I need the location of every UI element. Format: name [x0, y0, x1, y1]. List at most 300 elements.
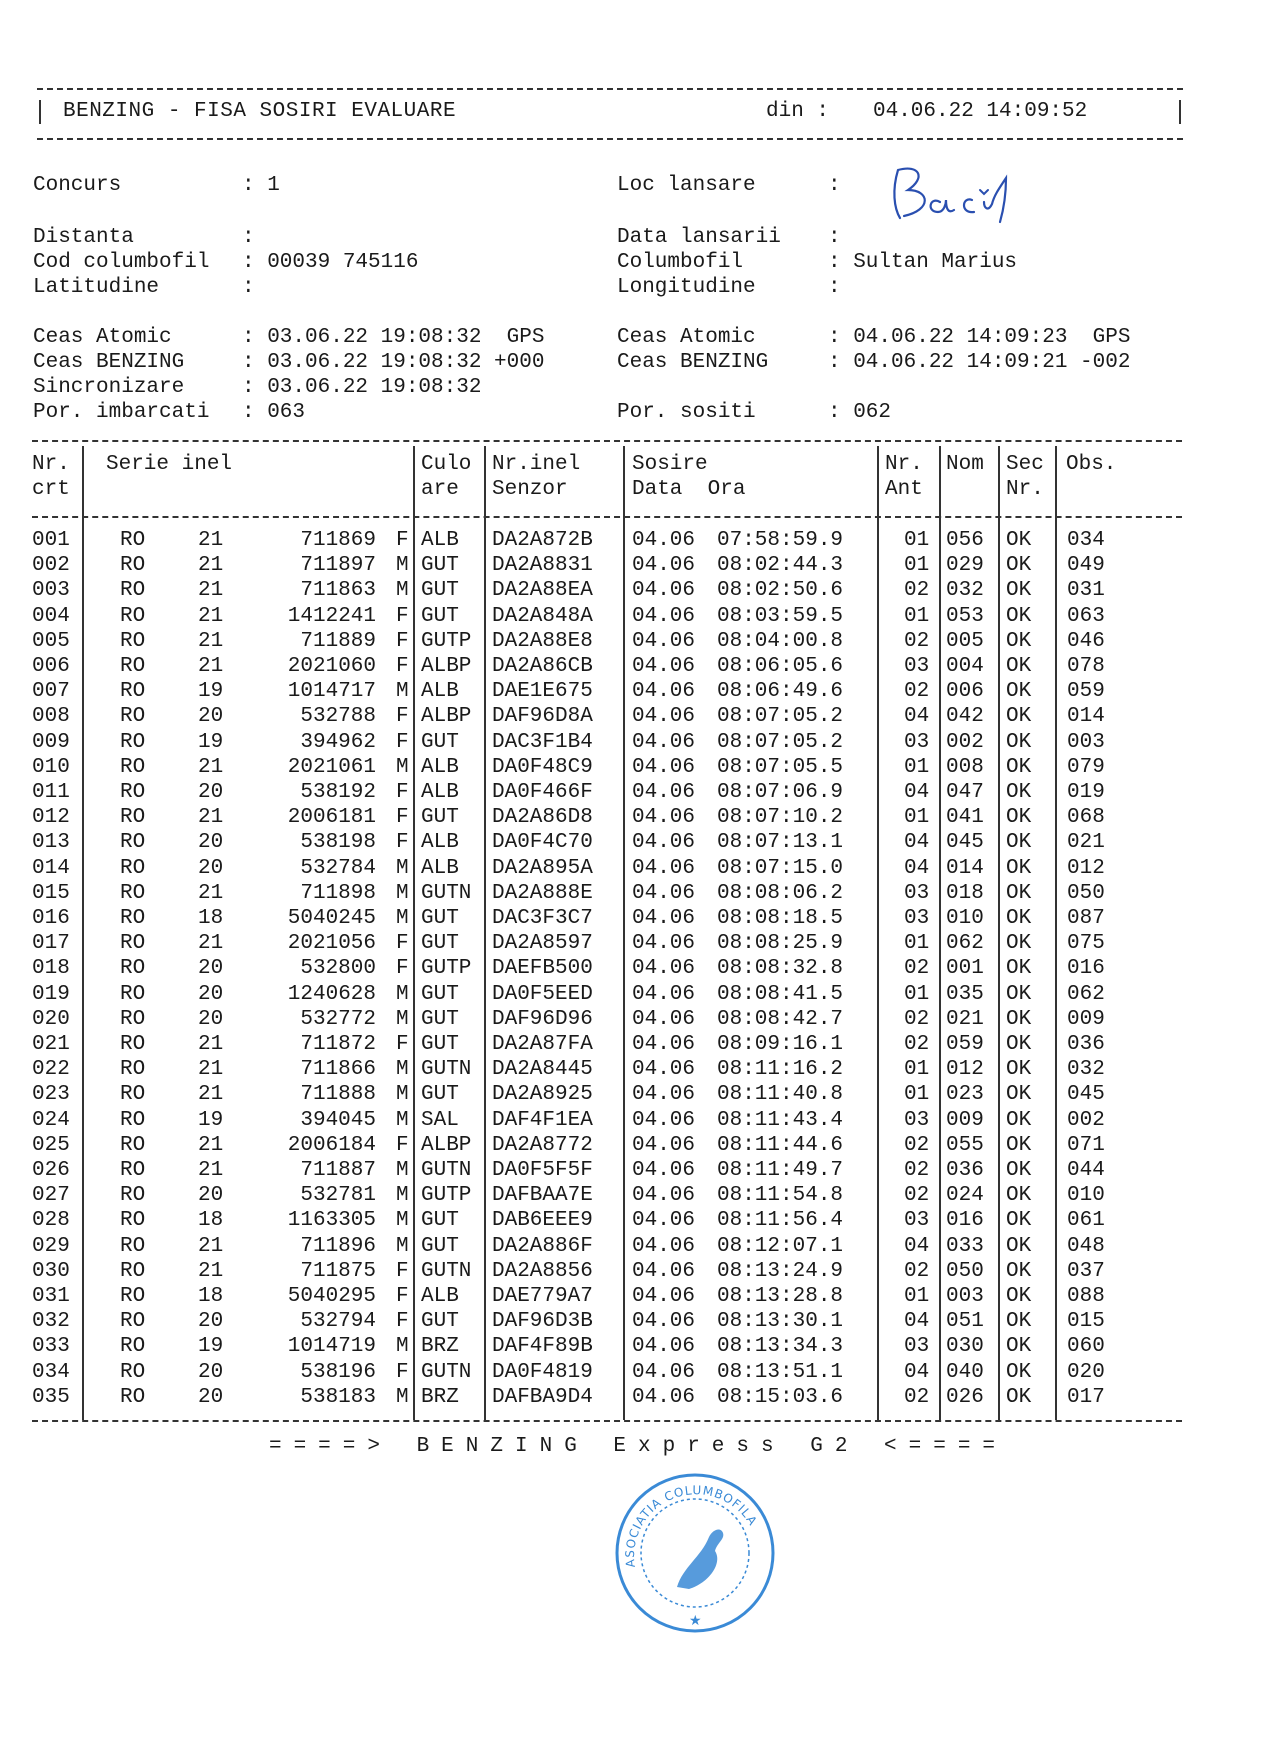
cell-year: 19: [198, 1108, 224, 1132]
cell-year: 21: [198, 1083, 224, 1107]
info-left-label: Cod columbofil: [33, 251, 210, 274]
cell-sensor: DA2A86D8: [492, 806, 593, 830]
cell-year: 21: [198, 1259, 224, 1283]
cell-date: 04.06: [632, 554, 696, 578]
cell-nrant: 01: [904, 755, 930, 779]
cell-sex: M: [396, 1058, 409, 1082]
cell-nr: 026: [32, 1159, 70, 1182]
cell-sex: M: [396, 755, 409, 779]
cell-sec: OK: [1006, 781, 1032, 804]
table-row: [32, 654, 1182, 679]
cell-ring: 2021061: [287, 755, 376, 779]
cell-date: 04.06: [632, 604, 696, 628]
cell-sensor: DA2A872B: [492, 529, 593, 552]
cell-nr: 012: [32, 806, 70, 830]
cell-sex: M: [396, 1159, 409, 1182]
cell-year: 19: [198, 680, 224, 704]
cell-nom: 036: [946, 1159, 984, 1182]
table-row: [32, 856, 1182, 881]
cell-date: 04.06: [632, 1209, 696, 1233]
table-row: [32, 1259, 1182, 1284]
cell-obs: 059: [1067, 680, 1105, 704]
table-bottom-rule: [32, 1420, 1182, 1422]
cell-sec: OK: [1006, 881, 1032, 905]
cell-year: 21: [198, 806, 224, 830]
cell-sensor: DA2A8445: [492, 1058, 593, 1082]
info-right-label: Ceas BENZING: [617, 351, 769, 374]
cell-nrant: 02: [904, 1033, 930, 1056]
cell-color: GUTN: [421, 881, 472, 905]
cell-nom: 005: [946, 629, 984, 653]
cell-obs: 087: [1067, 907, 1105, 930]
info-left-label: Latitudine: [33, 276, 160, 299]
cell-nom: 023: [946, 1083, 984, 1107]
cell-date: 04.06: [632, 1033, 696, 1056]
cell-obs: 068: [1067, 806, 1105, 830]
cell-nrant: 01: [904, 1083, 930, 1107]
cell-date: 04.06: [632, 1335, 696, 1359]
cell-time: 08:07:05.2: [717, 705, 844, 729]
cell-sec: OK: [1006, 1209, 1032, 1233]
cell-sec: OK: [1006, 1033, 1032, 1056]
cell-sensor: DA0F5EED: [492, 982, 593, 1006]
cell-date: 04.06: [632, 1310, 696, 1334]
col-nrinel-header: Nr.inel: [492, 453, 581, 476]
cell-time: 08:13:24.9: [717, 1259, 844, 1283]
cell-time: 08:11:43.4: [717, 1108, 844, 1132]
cell-color: GUT: [421, 1209, 459, 1233]
cell-sex: F: [396, 705, 409, 729]
table-row: [32, 1032, 1182, 1057]
cell-sensor: DAF4F1EA: [492, 1108, 593, 1132]
table-row: [32, 553, 1182, 578]
cell-time: 08:11:16.2: [717, 1058, 844, 1082]
cell-nom: 051: [946, 1310, 984, 1334]
cell-obs: 071: [1067, 1133, 1105, 1157]
cell-year: 20: [198, 705, 224, 729]
cell-nr: 007: [32, 680, 70, 704]
cell-time: 08:04:00.8: [717, 629, 844, 653]
cell-sex: F: [396, 1259, 409, 1283]
cell-obs: 016: [1067, 957, 1105, 981]
cell-year: 20: [198, 1007, 224, 1031]
cell-ring: 2006181: [287, 806, 376, 830]
cell-sex: F: [396, 932, 409, 956]
table-row: [32, 604, 1182, 629]
cell-sec: OK: [1006, 1108, 1032, 1132]
cell-obs: 046: [1067, 629, 1105, 653]
cell-sec: OK: [1006, 1259, 1032, 1283]
table-row: [32, 931, 1182, 956]
cell-sensor: DAFBAA7E: [492, 1184, 593, 1208]
cell-sensor: DA2A8856: [492, 1259, 593, 1283]
cell-nr: 032: [32, 1310, 70, 1334]
cell-nrant: 01: [904, 604, 930, 628]
cell-nrant: 03: [904, 1335, 930, 1359]
cell-nrant: 01: [904, 554, 930, 578]
cell-nom: 008: [946, 755, 984, 779]
table-row: [32, 982, 1182, 1007]
cell-nom: 018: [946, 881, 984, 905]
cell-ring: 538196: [300, 1360, 376, 1384]
footer-banner: ====> BENZING Express G2 <====: [268, 1435, 1008, 1458]
cell-time: 08:08:06.2: [717, 881, 844, 905]
cell-sex: F: [396, 1033, 409, 1056]
table-row: [32, 1183, 1182, 1208]
cell-sensor: DA0F5F5F: [492, 1159, 593, 1182]
info-left-label: Ceas Atomic: [33, 326, 172, 349]
cell-country: RO: [120, 655, 146, 678]
table-row: [32, 956, 1182, 981]
cell-year: 21: [198, 1133, 224, 1157]
col-sec-header: Nr.: [1006, 478, 1044, 501]
cell-nom: 001: [946, 957, 984, 981]
cell-nrant: 04: [904, 1234, 930, 1258]
cell-ring: 394962: [300, 730, 376, 754]
cell-color: BRZ: [421, 1335, 459, 1359]
cell-nr: 017: [32, 932, 70, 956]
cell-nrant: 01: [904, 1058, 930, 1082]
cell-nrant: 02: [904, 1159, 930, 1182]
cell-date: 04.06: [632, 856, 696, 880]
cell-ring: 711898: [300, 881, 376, 905]
cell-nr: 005: [32, 629, 70, 653]
cell-sex: M: [396, 1083, 409, 1107]
cell-date: 04.06: [632, 781, 696, 804]
cell-sex: F: [396, 1133, 409, 1157]
cell-sensor: DA2A87FA: [492, 1033, 593, 1056]
cell-country: RO: [120, 1234, 146, 1258]
cell-year: 20: [198, 982, 224, 1006]
col-nom-header: Nom: [946, 453, 984, 476]
cell-nr: 035: [32, 1385, 70, 1409]
cell-nr: 006: [32, 655, 70, 678]
cell-country: RO: [120, 1058, 146, 1082]
header-box: [37, 88, 1183, 140]
cell-time: 08:11:49.7: [717, 1159, 844, 1182]
cell-sensor: DA0F48C9: [492, 755, 593, 779]
cell-obs: 017: [1067, 1385, 1105, 1409]
cell-nr: 019: [32, 982, 70, 1006]
cell-obs: 063: [1067, 604, 1105, 628]
cell-time: 08:02:50.6: [717, 579, 844, 603]
cell-ring: 1163305: [287, 1209, 376, 1233]
cell-sec: OK: [1006, 831, 1032, 855]
cell-sex: M: [396, 554, 409, 578]
cell-ring: 532788: [300, 705, 376, 729]
cell-country: RO: [120, 705, 146, 729]
cell-year: 20: [198, 1184, 224, 1208]
cell-sec: OK: [1006, 629, 1032, 653]
header-right-border: [1179, 100, 1181, 124]
cell-nom: 041: [946, 806, 984, 830]
cell-obs: 036: [1067, 1033, 1105, 1056]
cell-sec: OK: [1006, 907, 1032, 930]
cell-country: RO: [120, 1285, 146, 1308]
cell-obs: 019: [1067, 781, 1105, 804]
cell-country: RO: [120, 629, 146, 653]
cell-date: 04.06: [632, 881, 696, 905]
cell-country: RO: [120, 907, 146, 930]
cell-time: 08:07:05.2: [717, 730, 844, 754]
cell-ring: 711887: [300, 1159, 376, 1182]
table-row: [32, 1234, 1182, 1259]
info-left-value: : 03.06.22 19:08:32 GPS: [242, 326, 545, 349]
cell-country: RO: [120, 831, 146, 855]
cell-nr: 031: [32, 1285, 70, 1308]
cell-color: SAL: [421, 1108, 459, 1132]
cell-sensor: DA2A848A: [492, 604, 593, 628]
cell-nom: 055: [946, 1133, 984, 1157]
cell-time: 08:11:54.8: [717, 1184, 844, 1208]
cell-year: 21: [198, 881, 224, 905]
cell-nom: 050: [946, 1259, 984, 1283]
table-row: [32, 1309, 1182, 1334]
cell-sex: F: [396, 655, 409, 678]
cell-time: 08:08:25.9: [717, 932, 844, 956]
table-row: [32, 830, 1182, 855]
table-row: [32, 1057, 1182, 1082]
cell-color: GUT: [421, 1310, 459, 1334]
cell-nr: 018: [32, 957, 70, 981]
cell-color: GUT: [421, 730, 459, 754]
cell-nom: 016: [946, 1209, 984, 1233]
cell-nom: 045: [946, 831, 984, 855]
cell-country: RO: [120, 579, 146, 603]
info-left-value: : 03.06.22 19:08:32: [242, 376, 482, 399]
cell-color: GUT: [421, 1234, 459, 1258]
cell-obs: 003: [1067, 730, 1105, 754]
cell-country: RO: [120, 781, 146, 804]
cell-country: RO: [120, 1335, 146, 1359]
cell-color: GUTN: [421, 1058, 472, 1082]
cell-year: 18: [198, 1285, 224, 1308]
cell-year: 21: [198, 1234, 224, 1258]
cell-nom: 042: [946, 705, 984, 729]
col-sec-header: Sec: [1006, 453, 1044, 476]
info-left-value: : 063: [242, 401, 306, 424]
cell-nr: 004: [32, 604, 70, 628]
cell-nr: 021: [32, 1033, 70, 1056]
table-row: [32, 1360, 1182, 1385]
cell-nrant: 01: [904, 1285, 930, 1308]
cell-nom: 062: [946, 932, 984, 956]
info-left-label: Ceas BENZING: [33, 351, 185, 374]
cell-sex: M: [396, 1234, 409, 1258]
cell-nrant: 03: [904, 907, 930, 930]
cell-nrant: 03: [904, 730, 930, 754]
cell-sec: OK: [1006, 1184, 1032, 1208]
association-stamp: [605, 1467, 785, 1639]
cell-country: RO: [120, 604, 146, 628]
cell-color: GUT: [421, 932, 459, 956]
cell-ring: 532784: [300, 856, 376, 880]
col-nrinel-header: Senzor: [492, 478, 568, 501]
cell-obs: 034: [1067, 529, 1105, 552]
cell-country: RO: [120, 806, 146, 830]
cell-date: 04.06: [632, 982, 696, 1006]
cell-sec: OK: [1006, 655, 1032, 678]
table-header-rule: [32, 516, 1182, 518]
cell-ring: 1014719: [287, 1335, 376, 1359]
cell-ring: 711888: [300, 1083, 376, 1107]
cell-ring: 532794: [300, 1310, 376, 1334]
cell-time: 08:08:18.5: [717, 907, 844, 930]
cell-nrant: 02: [904, 957, 930, 981]
cell-sensor: DA2A88E8: [492, 629, 593, 653]
cell-sensor: DAE779A7: [492, 1285, 593, 1308]
cell-ring: 711875: [300, 1259, 376, 1283]
cell-sensor: DAC3F3C7: [492, 907, 593, 930]
info-right-value: : Sultan Marius: [828, 251, 1018, 274]
cell-ring: 532772: [300, 1007, 376, 1031]
cell-time: 08:11:56.4: [717, 1209, 844, 1233]
cell-sec: OK: [1006, 856, 1032, 880]
cell-nom: 026: [946, 1385, 984, 1409]
cell-sex: F: [396, 529, 409, 552]
cell-sensor: DA0F466F: [492, 781, 593, 804]
cell-nr: 014: [32, 856, 70, 880]
table-row: [32, 528, 1182, 553]
cell-color: GUT: [421, 1007, 459, 1031]
cell-obs: 020: [1067, 1360, 1105, 1384]
info-left-value: :: [242, 226, 255, 249]
cell-sex: M: [396, 1007, 409, 1031]
cell-nom: 006: [946, 680, 984, 704]
cell-date: 04.06: [632, 1083, 696, 1107]
cell-sensor: DAFBA9D4: [492, 1385, 593, 1409]
cell-time: 08:06:49.6: [717, 680, 844, 704]
cell-year: 21: [198, 755, 224, 779]
cell-ring: 1014717: [287, 680, 376, 704]
cell-nr: 030: [32, 1259, 70, 1283]
cell-sec: OK: [1006, 1058, 1032, 1082]
cell-country: RO: [120, 1083, 146, 1107]
table-row: [32, 1284, 1182, 1309]
cell-ring: 1240628: [287, 982, 376, 1006]
cell-year: 18: [198, 907, 224, 930]
cell-obs: 061: [1067, 1209, 1105, 1233]
cell-ring: 1412241: [287, 604, 376, 628]
cell-country: RO: [120, 529, 146, 552]
cell-sec: OK: [1006, 680, 1032, 704]
cell-nrant: 03: [904, 655, 930, 678]
cell-sensor: DAF96D8A: [492, 705, 593, 729]
cell-sec: OK: [1006, 529, 1032, 552]
cell-nom: 014: [946, 856, 984, 880]
cell-obs: 012: [1067, 856, 1105, 880]
cell-time: 08:07:15.0: [717, 856, 844, 880]
cell-nom: 053: [946, 604, 984, 628]
cell-sex: M: [396, 881, 409, 905]
cell-nom: 003: [946, 1285, 984, 1308]
cell-date: 04.06: [632, 579, 696, 603]
cell-sex: F: [396, 604, 409, 628]
cell-sex: M: [396, 1209, 409, 1233]
cell-ring: 532781: [300, 1184, 376, 1208]
cell-country: RO: [120, 982, 146, 1006]
cell-country: RO: [120, 730, 146, 754]
cell-ring: 538198: [300, 831, 376, 855]
cell-color: GUT: [421, 907, 459, 930]
cell-nrant: 03: [904, 1108, 930, 1132]
cell-obs: 045: [1067, 1083, 1105, 1107]
cell-color: GUT: [421, 982, 459, 1006]
document-title: BENZING - FISA SOSIRI EVALUARE: [63, 100, 457, 123]
cell-obs: 015: [1067, 1310, 1105, 1334]
table-row: [32, 906, 1182, 931]
info-right-value: : 04.06.22 14:09:21 -002: [828, 351, 1131, 374]
cell-sex: F: [396, 1285, 409, 1308]
cell-date: 04.06: [632, 655, 696, 678]
cell-color: GUTP: [421, 1184, 472, 1208]
table-row: [32, 1133, 1182, 1158]
cell-sex: F: [396, 1310, 409, 1334]
cell-nrant: 03: [904, 881, 930, 905]
cell-nom: 021: [946, 1007, 984, 1031]
info-left-value: : 1: [242, 174, 280, 197]
info-right-value: : 04.06.22 14:09:23 GPS: [828, 326, 1131, 349]
cell-sec: OK: [1006, 957, 1032, 981]
table-header: [32, 440, 1182, 512]
cell-date: 04.06: [632, 957, 696, 981]
col-culoare-header: are: [421, 478, 459, 501]
cell-nr: 034: [32, 1360, 70, 1384]
cell-ring: 538183: [300, 1385, 376, 1409]
info-right-value: : 062: [828, 401, 892, 424]
cell-time: 08:07:10.2: [717, 806, 844, 830]
info-left-value: :: [242, 276, 255, 299]
header-datetime: 04.06.22 14:09:52: [873, 100, 1088, 123]
info-right-label: Ceas Atomic: [617, 326, 756, 349]
cell-nrant: 01: [904, 529, 930, 552]
cell-year: 20: [198, 1385, 224, 1409]
cell-nr: 015: [32, 881, 70, 905]
svg-text:★: ★: [689, 1613, 702, 1629]
cell-sex: F: [396, 957, 409, 981]
cell-nom: 012: [946, 1058, 984, 1082]
cell-sec: OK: [1006, 554, 1032, 578]
cell-obs: 075: [1067, 932, 1105, 956]
cell-ring: 2021060: [287, 655, 376, 678]
cell-color: ALB: [421, 856, 459, 880]
cell-color: ALB: [421, 831, 459, 855]
cell-country: RO: [120, 1310, 146, 1334]
cell-time: 08:02:44.3: [717, 554, 844, 578]
cell-sec: OK: [1006, 806, 1032, 830]
cell-nom: 035: [946, 982, 984, 1006]
cell-obs: 044: [1067, 1159, 1105, 1182]
cell-nr: 033: [32, 1335, 70, 1359]
cell-country: RO: [120, 957, 146, 981]
table-row: [32, 730, 1182, 755]
cell-time: 08:11:40.8: [717, 1083, 844, 1107]
cell-nrant: 02: [904, 629, 930, 653]
col-nr-header: crt: [32, 478, 70, 501]
cell-year: 21: [198, 1033, 224, 1056]
cell-sensor: DA0F4819: [492, 1360, 593, 1384]
cell-time: 08:03:59.5: [717, 604, 844, 628]
cell-sec: OK: [1006, 1133, 1032, 1157]
cell-year: 20: [198, 957, 224, 981]
cell-sex: F: [396, 629, 409, 653]
cell-nom: 033: [946, 1234, 984, 1258]
cell-sex: F: [396, 1360, 409, 1384]
cell-date: 04.06: [632, 1360, 696, 1384]
cell-date: 04.06: [632, 705, 696, 729]
cell-obs: 079: [1067, 755, 1105, 779]
cell-obs: 037: [1067, 1259, 1105, 1283]
